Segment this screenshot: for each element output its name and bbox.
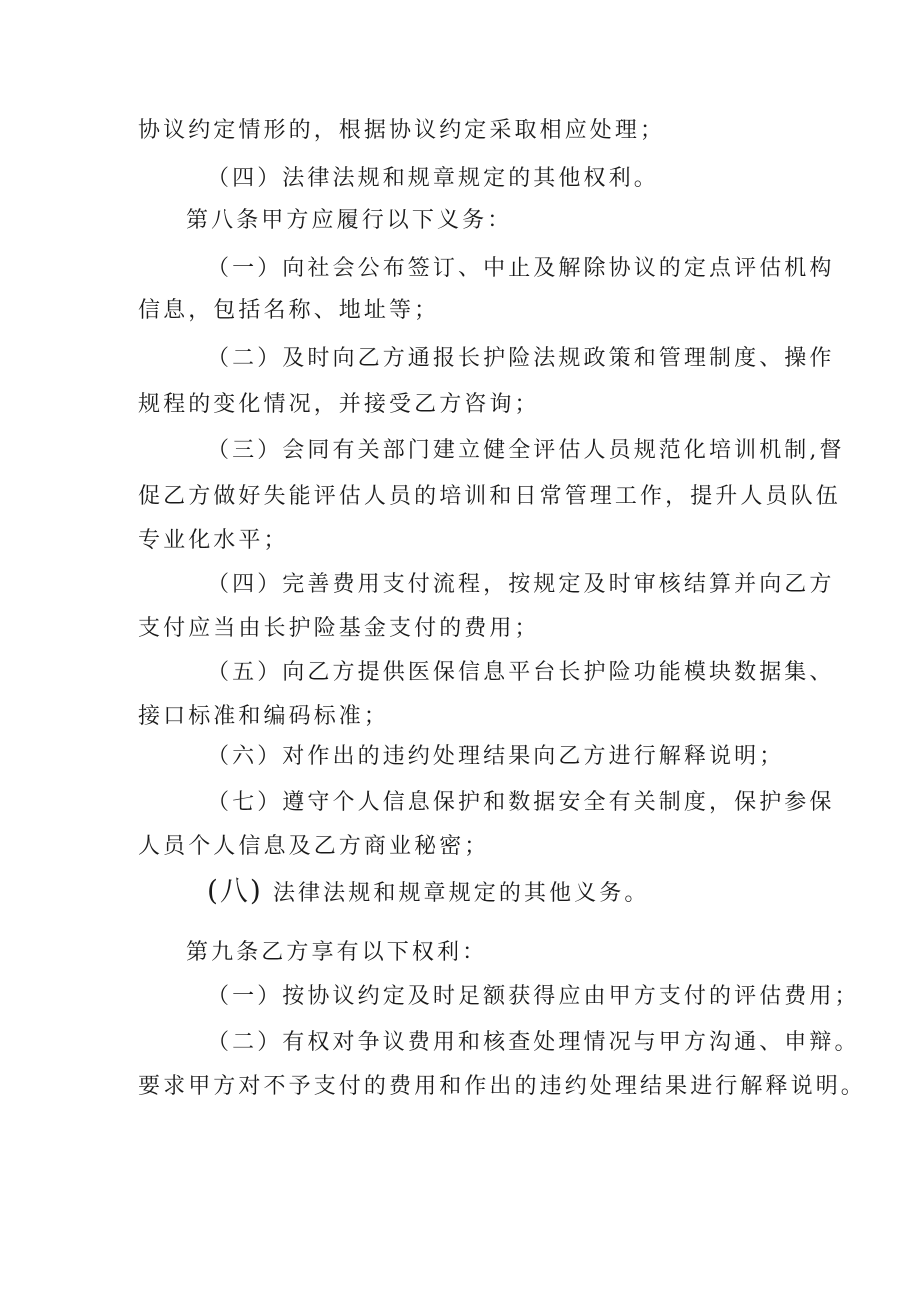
text-line: 接口标准和编码标准； (138, 704, 390, 729)
text-line: 人员个人信息及乙方商业秘密； (138, 834, 490, 859)
text-line: （四）完善费用支付流程，按规定及时审核结算并向乙方 (207, 572, 835, 597)
text-line: 规程的变化情况，并接受乙方咨询； (138, 392, 540, 417)
text-line: （一）向社会公布签订、中止及解除协议的定点评估机构 (207, 256, 835, 281)
text-line: （一）按协议约定及时足额获得应由甲方支付的评估费用； (207, 984, 860, 1009)
text-line: 信息，包括名称、地址等； (138, 298, 440, 323)
text-line: （六）对作出的违约处理结果向乙方进行解释说明； (207, 744, 785, 769)
text-line: 促乙方做好失能评估人员的培训和日常管理工作，提升人员队伍 (138, 484, 841, 509)
text-line: （二）及时向乙方通报长护险法规政策和管理制度、操作 (207, 346, 835, 371)
text-line: （二）有权对争议费用和核查处理情况与甲方沟通、申辩。 (207, 1030, 860, 1055)
text-line: 协议约定情形的，根据协议约定采取相应处理； (138, 118, 666, 143)
text-line: 专业化水平； (138, 528, 289, 553)
text-line: 支付应当由长护险基金支付的费用； (138, 616, 540, 641)
text-line: （三）会同有关部门建立健全评估人员规范化培训机制,督 (207, 438, 845, 463)
item-number: (八) (207, 874, 263, 907)
item-text: 法律法规和规章规定的其他义务。 (272, 881, 650, 906)
article-heading: 第八条甲方应履行以下义务： (186, 208, 513, 233)
text-line: （五）向乙方提供医保信息平台长护险功能模块数据集、 (207, 660, 835, 685)
text-line: （七）遵守个人信息保护和数据安全有关制度，保护参保 (207, 790, 835, 815)
text-line (207, 876, 649, 909)
text-line: 要求甲方对不予支付的费用和作出的违约处理结果进行解释说明。 (138, 1074, 866, 1099)
text-line: （四）法律法规和规章规定的其他权利。 (207, 166, 659, 191)
article-heading: 第九条乙方享有以下权利： (186, 940, 488, 965)
